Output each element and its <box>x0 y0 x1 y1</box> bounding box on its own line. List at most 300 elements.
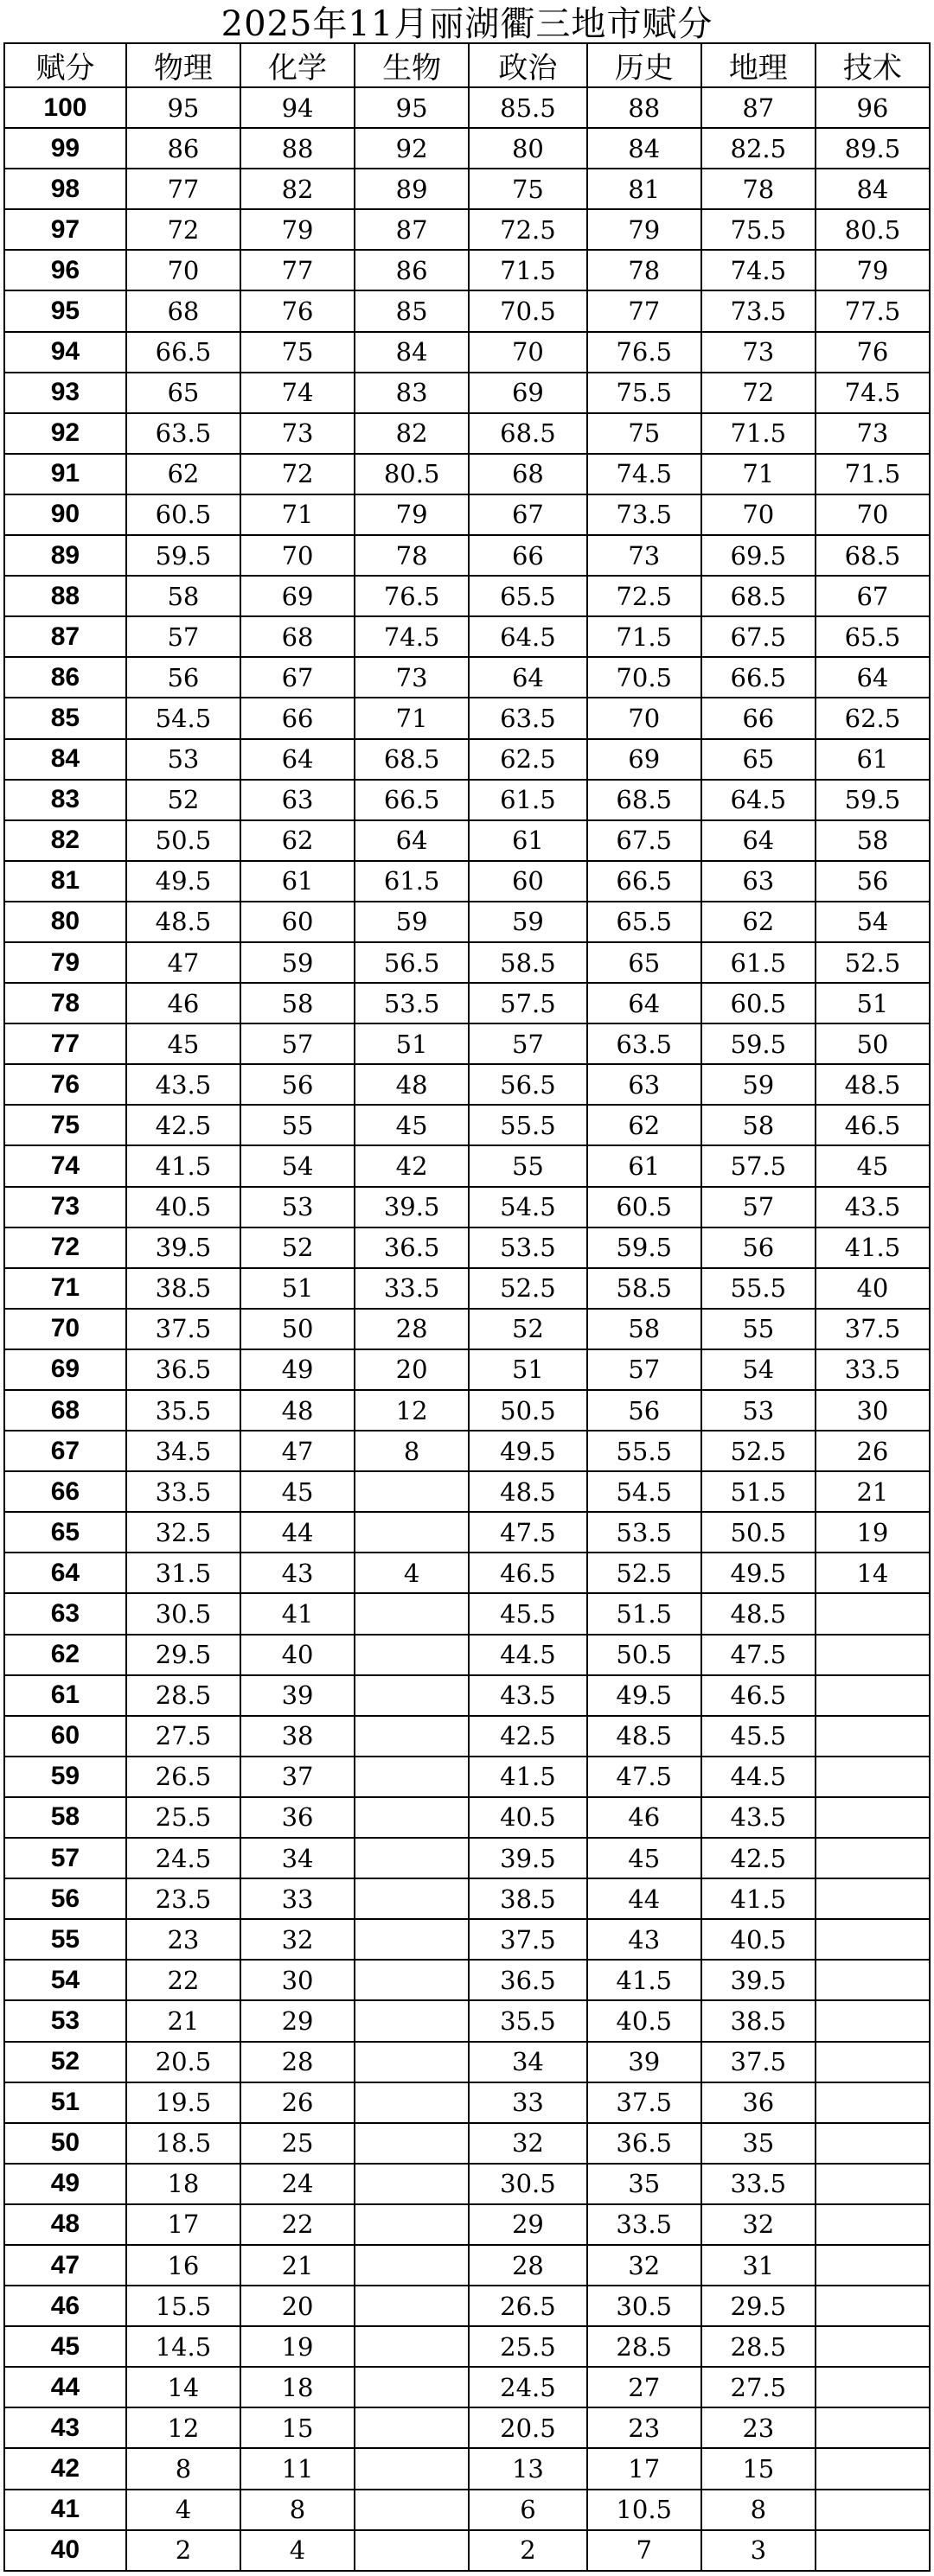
cell-biology: 76.5 <box>355 576 469 616</box>
cell-chemistry: 59 <box>240 942 355 983</box>
table-row <box>4 1471 930 1512</box>
cell-assigned-score: 75 <box>4 1105 126 1145</box>
cell-geography: 67.5 <box>701 616 816 657</box>
cell-technology <box>816 2000 930 2041</box>
cell-geography: 72 <box>701 373 816 413</box>
table-row <box>4 1635 930 1675</box>
table-row <box>4 332 930 373</box>
table-row <box>4 2530 930 2571</box>
cell-geography: 28.5 <box>701 2326 816 2367</box>
cell-physics: 12 <box>126 2407 240 2448</box>
cell-biology: 64 <box>355 820 469 861</box>
cell-chemistry: 48 <box>240 1390 355 1431</box>
cell-assigned-score: 62 <box>4 1635 126 1675</box>
cell-physics: 16 <box>126 2245 240 2286</box>
cell-history: 62 <box>587 1105 701 1145</box>
cell-physics: 60.5 <box>126 494 240 535</box>
cell-biology <box>355 1635 469 1675</box>
cell-chemistry: 20 <box>240 2286 355 2326</box>
cell-biology: 12 <box>355 1390 469 1431</box>
cell-technology: 68.5 <box>816 535 930 576</box>
cell-assigned-score: 77 <box>4 1023 126 1064</box>
cell-biology: 86 <box>355 250 469 290</box>
cell-assigned-score: 71 <box>4 1268 126 1309</box>
cell-physics: 19.5 <box>126 2082 240 2123</box>
cell-assigned-score: 48 <box>4 2204 126 2245</box>
cell-politics: 52.5 <box>469 1268 587 1309</box>
cell-biology: 66.5 <box>355 780 469 820</box>
table-row <box>4 576 930 616</box>
cell-politics: 54.5 <box>469 1187 587 1227</box>
cell-politics: 45.5 <box>469 1593 587 1634</box>
cell-biology: 56.5 <box>355 942 469 983</box>
cell-history: 46 <box>587 1797 701 1838</box>
cell-geography: 68.5 <box>701 576 816 616</box>
cell-chemistry: 33 <box>240 1878 355 1919</box>
cell-technology: 71.5 <box>816 454 930 494</box>
cell-biology <box>355 1919 469 1960</box>
cell-biology <box>355 1716 469 1757</box>
cell-geography: 57 <box>701 1187 816 1227</box>
cell-assigned-score: 69 <box>4 1349 126 1390</box>
cell-politics: 80 <box>469 128 587 169</box>
cell-history: 81 <box>587 169 701 209</box>
cell-politics: 39.5 <box>469 1838 587 1878</box>
cell-biology: 33.5 <box>355 1268 469 1309</box>
cell-geography: 29.5 <box>701 2286 816 2326</box>
cell-physics: 45 <box>126 1023 240 1064</box>
table-row <box>4 2286 930 2326</box>
cell-physics: 46 <box>126 983 240 1023</box>
cell-politics: 24.5 <box>469 2367 587 2407</box>
cell-assigned-score: 43 <box>4 2407 126 2448</box>
cell-assigned-score: 88 <box>4 576 126 616</box>
cell-technology: 77.5 <box>816 290 930 331</box>
cell-technology: 48.5 <box>816 1064 930 1105</box>
cell-biology: 87 <box>355 209 469 250</box>
cell-physics: 48.5 <box>126 902 240 942</box>
table-row <box>4 413 930 454</box>
cell-technology: 79 <box>816 250 930 290</box>
cell-politics: 40.5 <box>469 1797 587 1838</box>
table-row <box>4 2204 930 2245</box>
cell-chemistry: 37 <box>240 1757 355 1797</box>
cell-technology <box>816 2367 930 2407</box>
cell-assigned-score: 61 <box>4 1675 126 1716</box>
cell-biology: 48 <box>355 1064 469 1105</box>
cell-chemistry: 21 <box>240 2245 355 2286</box>
table-row <box>4 169 930 209</box>
cell-geography: 71.5 <box>701 413 816 454</box>
cell-chemistry: 94 <box>240 87 355 128</box>
table-row <box>4 1593 930 1634</box>
cell-physics: 47 <box>126 942 240 983</box>
cell-history: 10.5 <box>587 2490 701 2530</box>
table-row <box>4 1553 930 1593</box>
cell-politics: 71.5 <box>469 250 587 290</box>
cell-history: 70.5 <box>587 657 701 698</box>
cell-assigned-score: 40 <box>4 2530 126 2571</box>
cell-chemistry: 51 <box>240 1268 355 1309</box>
cell-assigned-score: 47 <box>4 2245 126 2286</box>
cell-technology: 50 <box>816 1023 930 1064</box>
table-row <box>4 454 930 494</box>
cell-politics: 72.5 <box>469 209 587 250</box>
cell-chemistry: 57 <box>240 1023 355 1064</box>
cell-physics: 54.5 <box>126 698 240 738</box>
cell-technology: 52.5 <box>816 942 930 983</box>
cell-biology: 4 <box>355 1553 469 1593</box>
cell-assigned-score: 70 <box>4 1309 126 1349</box>
cell-biology: 36.5 <box>355 1227 469 1268</box>
cell-geography: 50.5 <box>701 1512 816 1553</box>
cell-chemistry: 73 <box>240 413 355 454</box>
table-row <box>4 1716 930 1757</box>
cell-geography: 55 <box>701 1309 816 1349</box>
cell-assigned-score: 52 <box>4 2042 126 2082</box>
cell-chemistry: 8 <box>240 2490 355 2530</box>
cell-biology: 74.5 <box>355 616 469 657</box>
cell-technology: 19 <box>816 1512 930 1553</box>
cell-biology <box>355 1757 469 1797</box>
cell-assigned-score: 86 <box>4 657 126 698</box>
cell-history: 39 <box>587 2042 701 2082</box>
cell-biology <box>355 2082 469 2123</box>
cell-chemistry: 50 <box>240 1309 355 1349</box>
cell-geography: 46.5 <box>701 1675 816 1716</box>
table-row <box>4 2082 930 2123</box>
cell-politics: 57 <box>469 1023 587 1064</box>
cell-geography: 56 <box>701 1227 816 1268</box>
cell-physics: 40.5 <box>126 1187 240 1227</box>
cell-physics: 63.5 <box>126 413 240 454</box>
cell-politics: 60 <box>469 861 587 902</box>
cell-politics: 55.5 <box>469 1105 587 1145</box>
cell-biology <box>355 2204 469 2245</box>
cell-biology: 68.5 <box>355 739 469 780</box>
cell-biology: 84 <box>355 332 469 373</box>
cell-chemistry: 36 <box>240 1797 355 1838</box>
cell-chemistry: 62 <box>240 820 355 861</box>
cell-politics: 68 <box>469 454 587 494</box>
cell-assigned-score: 83 <box>4 780 126 820</box>
cell-technology: 21 <box>816 1471 930 1512</box>
cell-geography: 65 <box>701 739 816 780</box>
cell-history: 69 <box>587 739 701 780</box>
cell-chemistry: 24 <box>240 2164 355 2204</box>
cell-technology <box>816 1716 930 1757</box>
table-row <box>4 2164 930 2204</box>
cell-biology: 59 <box>355 902 469 942</box>
cell-politics: 67 <box>469 494 587 535</box>
cell-technology <box>816 1919 930 1960</box>
cell-assigned-score: 79 <box>4 942 126 983</box>
cell-technology: 56 <box>816 861 930 902</box>
cell-physics: 22 <box>126 1960 240 2000</box>
cell-physics: 17 <box>126 2204 240 2245</box>
cell-biology: 61.5 <box>355 861 469 902</box>
cell-history: 68.5 <box>587 780 701 820</box>
cell-biology: 73 <box>355 657 469 698</box>
cell-chemistry: 60 <box>240 902 355 942</box>
cell-physics: 33.5 <box>126 1471 240 1512</box>
cell-assigned-score: 84 <box>4 739 126 780</box>
cell-physics: 28.5 <box>126 1675 240 1716</box>
cell-geography: 41.5 <box>701 1878 816 1919</box>
cell-geography: 69.5 <box>701 535 816 576</box>
column-header-politics: 政治 <box>469 43 587 87</box>
cell-chemistry: 19 <box>240 2326 355 2367</box>
cell-assigned-score: 74 <box>4 1145 126 1186</box>
cell-history: 30.5 <box>587 2286 701 2326</box>
cell-assigned-score: 68 <box>4 1390 126 1431</box>
cell-geography: 35 <box>701 2123 816 2164</box>
cell-physics: 31.5 <box>126 1553 240 1593</box>
cell-technology: 33.5 <box>816 1349 930 1390</box>
cell-chemistry: 88 <box>240 128 355 169</box>
cell-chemistry: 29 <box>240 2000 355 2041</box>
cell-history: 66.5 <box>587 861 701 902</box>
cell-politics: 52 <box>469 1309 587 1349</box>
cell-assigned-score: 44 <box>4 2367 126 2407</box>
cell-technology: 54 <box>816 902 930 942</box>
cell-history: 72.5 <box>587 576 701 616</box>
cell-chemistry: 61 <box>240 861 355 902</box>
cell-technology: 62.5 <box>816 698 930 738</box>
cell-chemistry: 26 <box>240 2082 355 2123</box>
table-row <box>4 373 930 413</box>
cell-chemistry: 55 <box>240 1105 355 1145</box>
cell-politics: 20.5 <box>469 2407 587 2448</box>
cell-politics: 69 <box>469 373 587 413</box>
table-row <box>4 616 930 657</box>
cell-physics: 23 <box>126 1919 240 1960</box>
cell-physics: 29.5 <box>126 1635 240 1675</box>
cell-politics: 50.5 <box>469 1390 587 1431</box>
cell-assigned-score: 92 <box>4 413 126 454</box>
cell-geography: 3 <box>701 2530 816 2571</box>
cell-technology: 30 <box>816 1390 930 1431</box>
header-row <box>4 43 930 87</box>
cell-biology: 45 <box>355 1105 469 1145</box>
cell-physics: 68 <box>126 290 240 331</box>
cell-chemistry: 49 <box>240 1349 355 1390</box>
cell-biology <box>355 2448 469 2489</box>
cell-assigned-score: 80 <box>4 902 126 942</box>
cell-biology: 39.5 <box>355 1187 469 1227</box>
cell-history: 49.5 <box>587 1675 701 1716</box>
cell-geography: 36 <box>701 2082 816 2123</box>
cell-history: 71.5 <box>587 616 701 657</box>
cell-biology: 8 <box>355 1431 469 1471</box>
cell-biology <box>355 1675 469 1716</box>
cell-politics: 85.5 <box>469 87 587 128</box>
cell-assigned-score: 49 <box>4 2164 126 2204</box>
cell-technology: 84 <box>816 169 930 209</box>
cell-assigned-score: 96 <box>4 250 126 290</box>
cell-geography: 54 <box>701 1349 816 1390</box>
table-row <box>4 1105 930 1145</box>
cell-chemistry: 43 <box>240 1553 355 1593</box>
cell-assigned-score: 64 <box>4 1553 126 1593</box>
cell-technology <box>816 1635 930 1675</box>
cell-geography: 73 <box>701 332 816 373</box>
cell-geography: 75.5 <box>701 209 816 250</box>
table-row <box>4 780 930 820</box>
cell-chemistry: 34 <box>240 1838 355 1878</box>
cell-biology: 78 <box>355 535 469 576</box>
cell-history: 88 <box>587 87 701 128</box>
cell-biology: 42 <box>355 1145 469 1186</box>
cell-physics: 41.5 <box>126 1145 240 1186</box>
cell-geography: 52.5 <box>701 1431 816 1471</box>
cell-geography: 71 <box>701 454 816 494</box>
cell-history: 47.5 <box>587 1757 701 1797</box>
cell-geography: 66.5 <box>701 657 816 698</box>
table-row <box>4 1227 930 1268</box>
cell-chemistry: 79 <box>240 209 355 250</box>
cell-chemistry: 66 <box>240 698 355 738</box>
table-row <box>4 861 930 902</box>
cell-technology <box>816 1797 930 1838</box>
column-header-technology: 技术 <box>816 43 930 87</box>
cell-physics: 62 <box>126 454 240 494</box>
cell-biology: 51 <box>355 1023 469 1064</box>
cell-technology: 74.5 <box>816 373 930 413</box>
cell-technology: 76 <box>816 332 930 373</box>
cell-assigned-score: 45 <box>4 2326 126 2367</box>
cell-physics: 72 <box>126 209 240 250</box>
cell-physics: 77 <box>126 169 240 209</box>
cell-history: 41.5 <box>587 1960 701 2000</box>
cell-biology <box>355 2164 469 2204</box>
cell-chemistry: 4 <box>240 2530 355 2571</box>
cell-chemistry: 41 <box>240 1593 355 1634</box>
cell-politics: 43.5 <box>469 1675 587 1716</box>
table-row <box>4 535 930 576</box>
cell-chemistry: 18 <box>240 2367 355 2407</box>
cell-chemistry: 44 <box>240 1512 355 1553</box>
cell-biology <box>355 1878 469 1919</box>
table-row <box>4 983 930 1023</box>
cell-politics: 26.5 <box>469 2286 587 2326</box>
cell-history: 53.5 <box>587 1512 701 1553</box>
cell-politics: 29 <box>469 2204 587 2245</box>
cell-geography: 64.5 <box>701 780 816 820</box>
table-row <box>4 1390 930 1431</box>
cell-politics: 38.5 <box>469 1878 587 1919</box>
cell-history: 17 <box>587 2448 701 2489</box>
cell-physics: 42.5 <box>126 1105 240 1145</box>
cell-assigned-score: 72 <box>4 1227 126 1268</box>
column-header-history: 历史 <box>587 43 701 87</box>
cell-geography: 40.5 <box>701 1919 816 1960</box>
cell-geography: 38.5 <box>701 2000 816 2041</box>
cell-history: 23 <box>587 2407 701 2448</box>
table-row <box>4 2367 930 2407</box>
cell-physics: 53 <box>126 739 240 780</box>
cell-geography: 27.5 <box>701 2367 816 2407</box>
cell-history: 79 <box>587 209 701 250</box>
cell-assigned-score: 65 <box>4 1512 126 1553</box>
cell-history: 61 <box>587 1145 701 1186</box>
cell-assigned-score: 100 <box>4 87 126 128</box>
cell-technology: 45 <box>816 1145 930 1186</box>
cell-physics: 70 <box>126 250 240 290</box>
cell-politics: 28 <box>469 2245 587 2286</box>
cell-biology <box>355 2000 469 2041</box>
cell-geography: 59 <box>701 1064 816 1105</box>
cell-technology: 96 <box>816 87 930 128</box>
cell-chemistry: 56 <box>240 1064 355 1105</box>
cell-physics: 34.5 <box>126 1431 240 1471</box>
cell-biology <box>355 2286 469 2326</box>
cell-history: 36.5 <box>587 2123 701 2164</box>
table-row <box>4 1268 930 1309</box>
cell-politics: 63.5 <box>469 698 587 738</box>
cell-history: 44 <box>587 1878 701 1919</box>
cell-geography: 64 <box>701 820 816 861</box>
column-header-physics: 物理 <box>126 43 240 87</box>
cell-history: 57 <box>587 1349 701 1390</box>
cell-physics: 36.5 <box>126 1349 240 1390</box>
cell-assigned-score: 54 <box>4 1960 126 2000</box>
table-row <box>4 820 930 861</box>
cell-biology <box>355 2245 469 2286</box>
table-row <box>4 494 930 535</box>
cell-physics: 49.5 <box>126 861 240 902</box>
cell-physics: 38.5 <box>126 1268 240 1309</box>
cell-politics: 65.5 <box>469 576 587 616</box>
cell-assigned-score: 67 <box>4 1431 126 1471</box>
cell-politics: 59 <box>469 902 587 942</box>
cell-chemistry: 67 <box>240 657 355 698</box>
cell-technology: 73 <box>816 413 930 454</box>
cell-politics: 48.5 <box>469 1471 587 1512</box>
cell-politics: 34 <box>469 2042 587 2082</box>
cell-biology <box>355 2123 469 2164</box>
cell-geography: 39.5 <box>701 1960 816 2000</box>
cell-biology <box>355 1797 469 1838</box>
cell-physics: 39.5 <box>126 1227 240 1268</box>
table-row <box>4 250 930 290</box>
cell-physics: 59.5 <box>126 535 240 576</box>
cell-chemistry: 25 <box>240 2123 355 2164</box>
cell-biology: 82 <box>355 413 469 454</box>
cell-assigned-score: 94 <box>4 332 126 373</box>
cell-technology <box>816 2042 930 2082</box>
cell-history: 37.5 <box>587 2082 701 2123</box>
cell-physics: 2 <box>126 2530 240 2571</box>
column-header-biology: 生物 <box>355 43 469 87</box>
cell-politics: 36.5 <box>469 1960 587 2000</box>
cell-politics: 64 <box>469 657 587 698</box>
cell-geography: 66 <box>701 698 816 738</box>
cell-technology <box>816 2326 930 2367</box>
cell-assigned-score: 63 <box>4 1593 126 1634</box>
cell-physics: 86 <box>126 128 240 169</box>
cell-history: 73 <box>587 535 701 576</box>
cell-chemistry: 11 <box>240 2448 355 2489</box>
table-body <box>4 87 930 2571</box>
cell-physics: 57 <box>126 616 240 657</box>
cell-politics: 49.5 <box>469 1431 587 1471</box>
cell-technology <box>816 1838 930 1878</box>
cell-politics: 66 <box>469 535 587 576</box>
cell-assigned-score: 91 <box>4 454 126 494</box>
cell-physics: 30.5 <box>126 1593 240 1634</box>
cell-history: 55.5 <box>587 1431 701 1471</box>
